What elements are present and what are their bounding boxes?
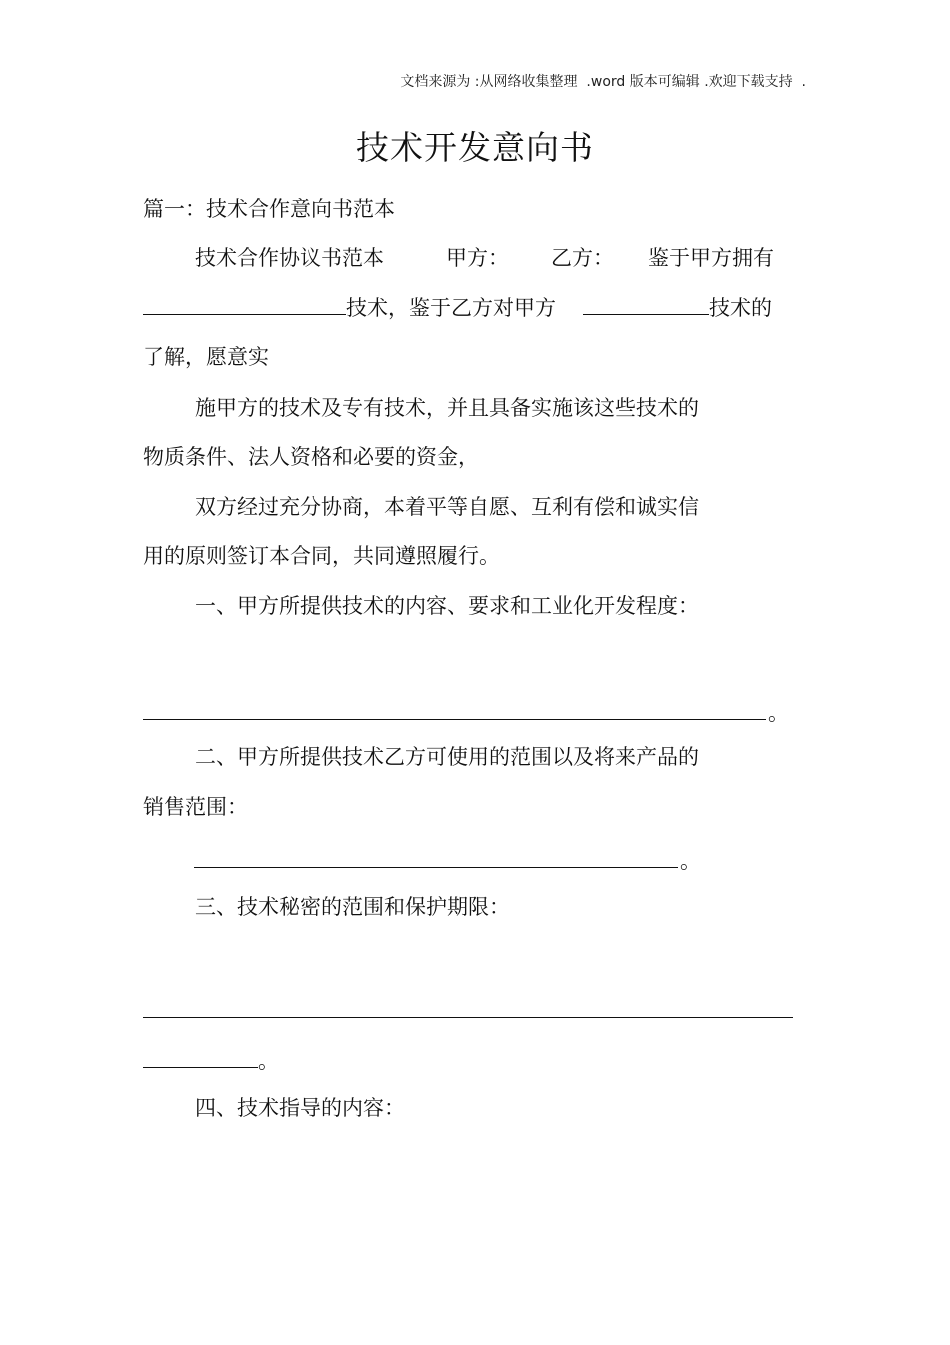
paragraph-line: 物质条件、法人资格和必要的资金， bbox=[143, 445, 479, 469]
party-a-label: 甲方： bbox=[446, 246, 509, 270]
document-title: 技术开发意向书 bbox=[356, 128, 594, 167]
intro-line-3: 了解，愿意实 bbox=[143, 345, 269, 369]
intro-text: 技术合作协议书范本 bbox=[195, 246, 384, 270]
paragraph-line: 双方经过充分协商，本着平等自愿、互利有偿和诚实信 bbox=[195, 495, 699, 519]
paragraph-line: 用的原则签订本合同，共同遵照履行。 bbox=[143, 544, 500, 568]
fill-in-blank bbox=[143, 294, 346, 315]
intro-text: 技术的 bbox=[709, 296, 772, 320]
clause-3-heading: 三、技术秘密的范围和保护期限： bbox=[195, 895, 510, 919]
intro-line-1 bbox=[195, 245, 774, 271]
clause-4-heading: 四、技术指导的内容： bbox=[195, 1096, 405, 1120]
clause-1-heading: 一、甲方所提供技术的内容、要求和工业化开发程度： bbox=[195, 594, 699, 618]
fill-in-line bbox=[194, 867, 678, 868]
fill-in-line bbox=[143, 1017, 793, 1018]
paragraph-line: 施甲方的技术及专有技术，并且具备实施该这些技术的 bbox=[195, 396, 699, 420]
clause-2-text: 销售范围： bbox=[143, 795, 248, 819]
party-b-label: 乙方： bbox=[551, 246, 614, 270]
clause-2-heading: 二、甲方所提供技术乙方可使用的范围以及将来产品的 bbox=[195, 745, 699, 769]
intro-text: 鉴于甲方拥有 bbox=[648, 246, 774, 270]
clause-3-period: 。 bbox=[258, 1049, 279, 1073]
source-note: 文档来源为 :从网络收集整理 .word 版本可编辑 .欢迎下载支持 . bbox=[400, 74, 806, 90]
fill-in-line bbox=[143, 1067, 258, 1068]
fill-in-blank bbox=[583, 294, 709, 315]
intro-text: 技术，鉴于乙方对甲方 bbox=[346, 296, 556, 320]
intro-line-2 bbox=[143, 294, 772, 321]
section-heading: 篇一：技术合作意向书范本 bbox=[143, 197, 395, 221]
clause-2-period: 。 bbox=[680, 849, 701, 873]
fill-in-line bbox=[143, 719, 766, 720]
clause-1-period: 。 bbox=[768, 701, 789, 725]
